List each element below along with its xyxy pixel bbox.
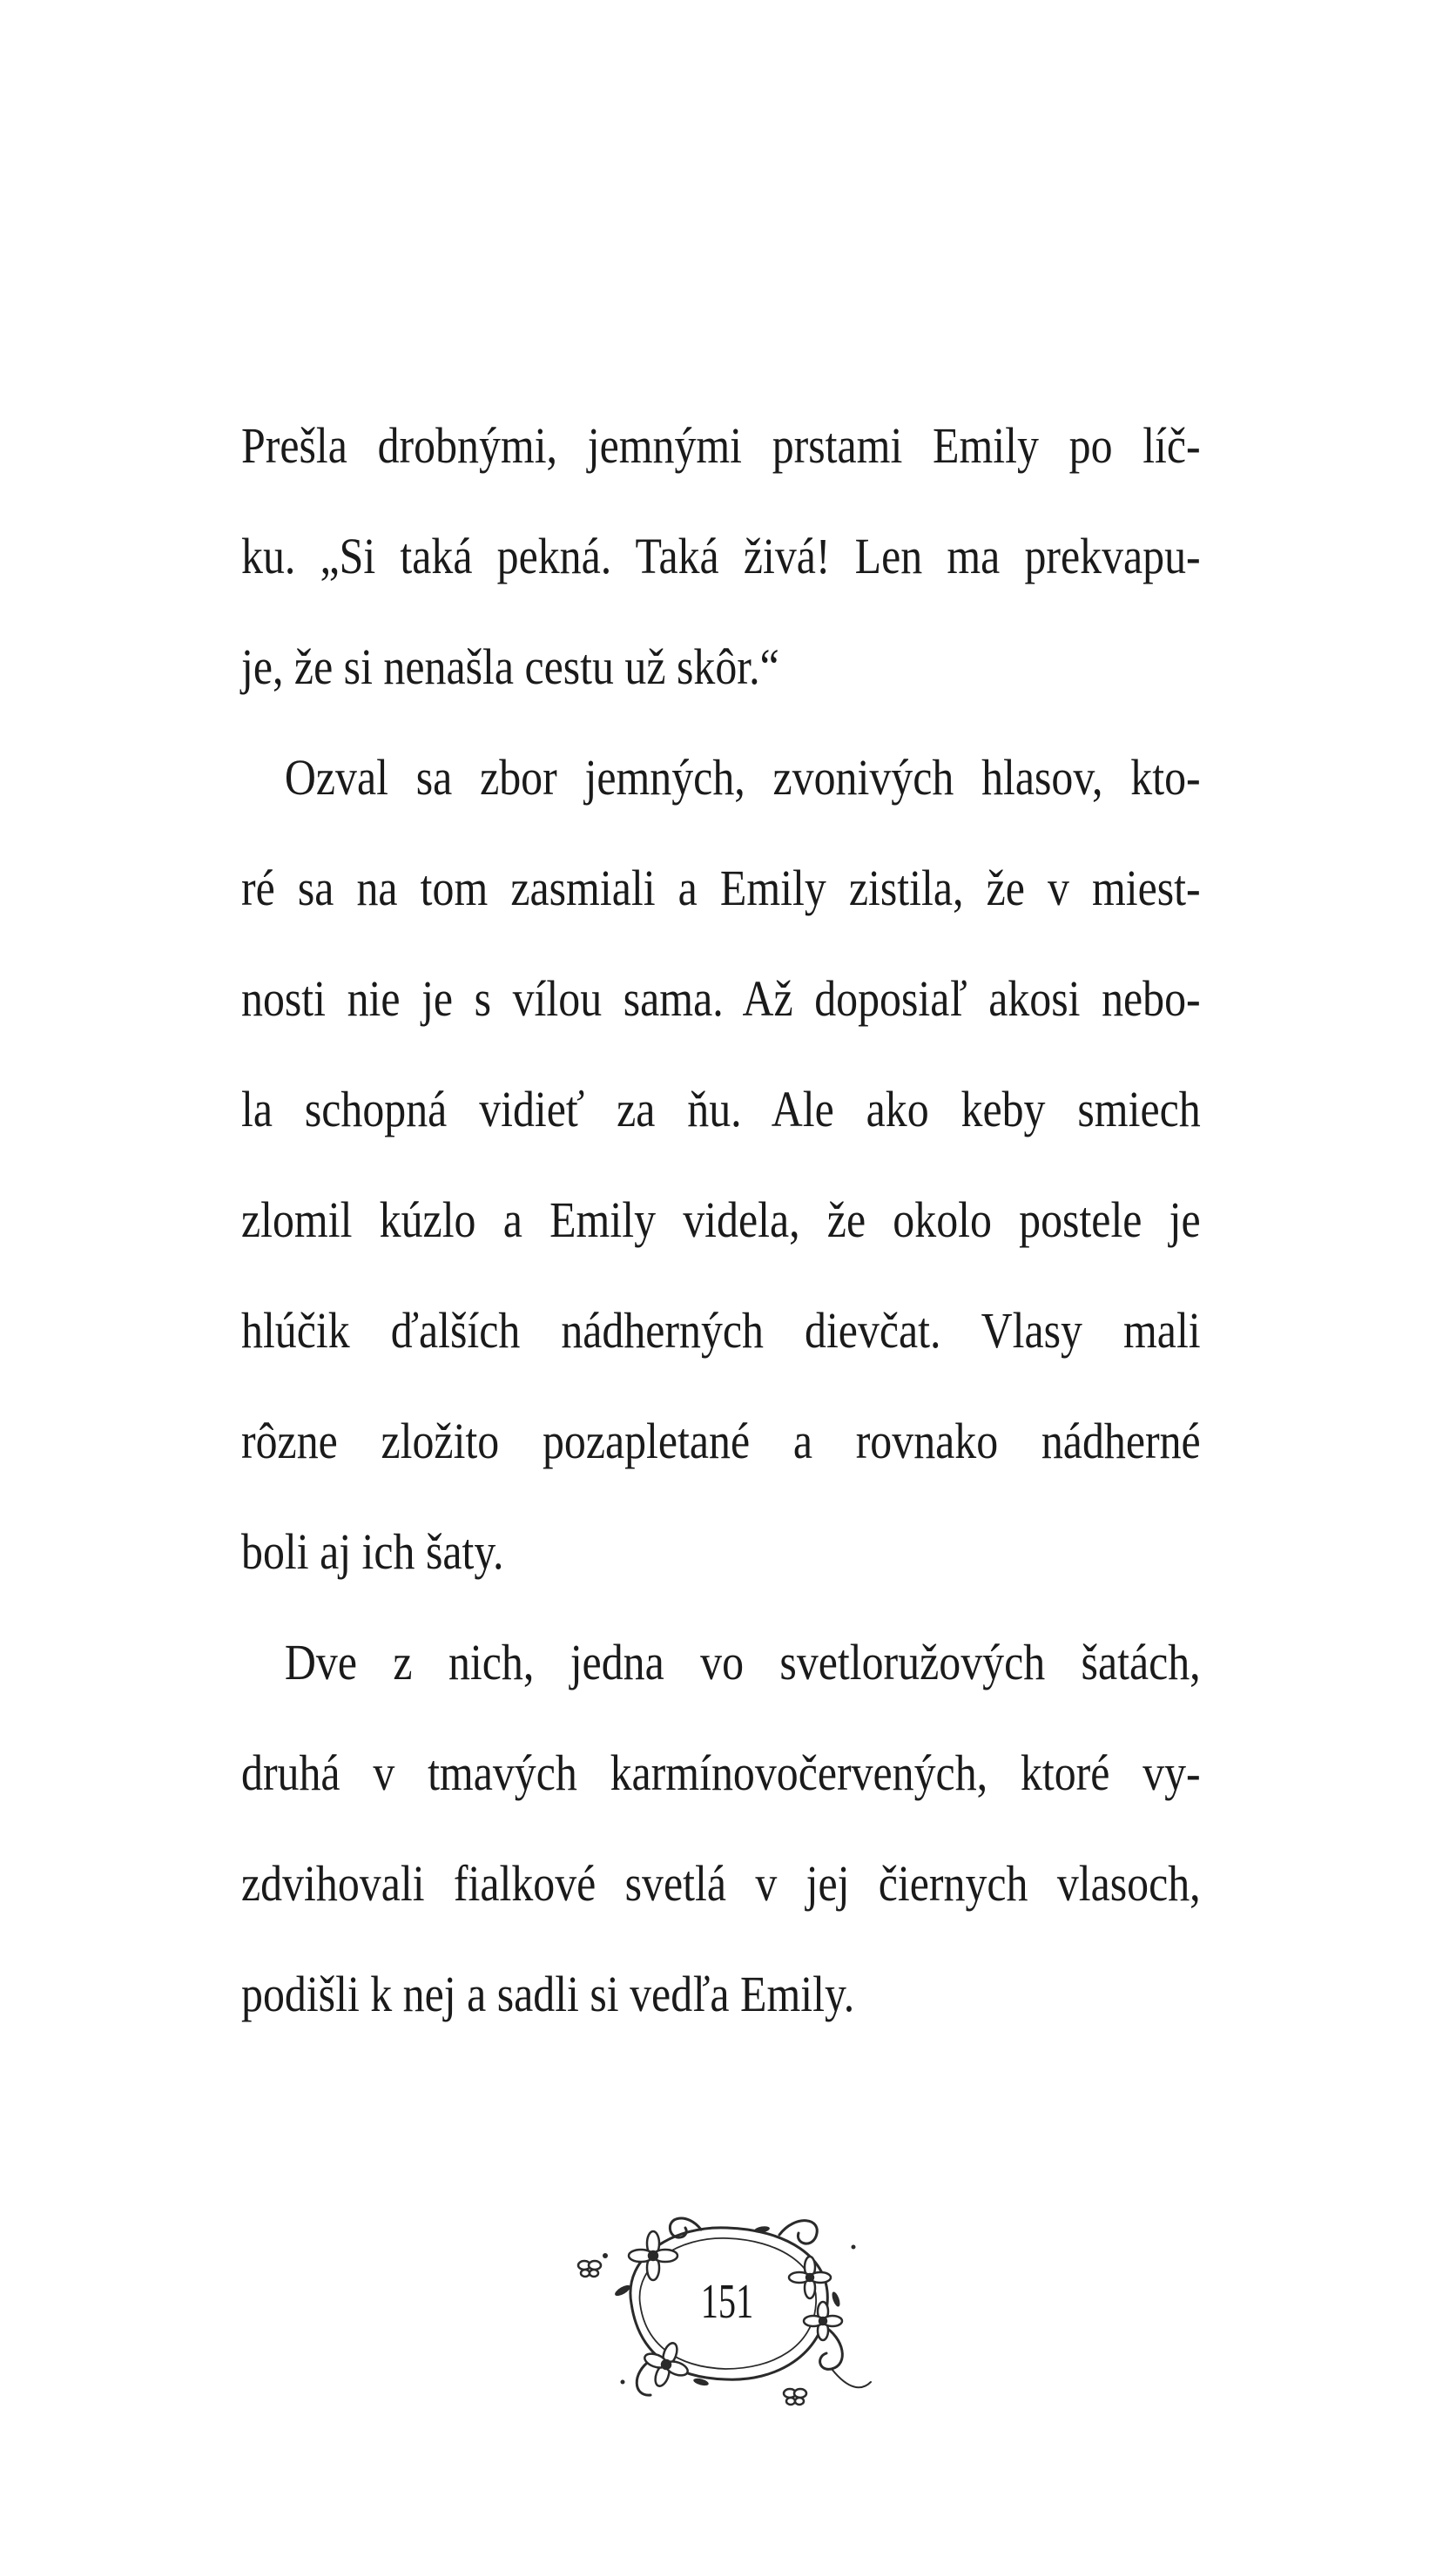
text-line: nosti nie je s vílou sama. Až doposiaľ akosi nebo- xyxy=(241,970,1201,1027)
page-number: 151 xyxy=(700,2275,754,2329)
body-text xyxy=(241,390,1201,2049)
text-line: hlúčik ďalších nádherných dievčat. Vlasy mali xyxy=(241,1302,1201,1359)
text-line: druhá v tmavých karmínovočervených, ktoré vy- xyxy=(241,1744,1201,1801)
text-line: la schopná vidieť za ňu. Ale ako keby smiech xyxy=(241,1081,1201,1137)
text-line: Ozval sa zbor jemných, zvonivých hlasov, kto- xyxy=(284,749,1201,806)
text-line: podišli k nej a sadli si vedľa Emily. xyxy=(241,1966,855,2022)
text-line: rôzne zložito pozapletané a rovnako nádherné xyxy=(241,1413,1201,1469)
text-line: Dve z nich, jedna vo svetloružových šatách, xyxy=(284,1634,1201,1690)
page-number-ornament xyxy=(570,2195,884,2412)
text-line: zdvihovali fialkové svetlá v jej čiernych vlasoch, xyxy=(241,1855,1201,1912)
text-line: je, že si nenašla cestu už skôr.“ xyxy=(241,638,779,695)
text-line: Prešla drobnými, jemnými prstami Emily po líč- xyxy=(241,417,1201,474)
text-line: boli aj ich šaty. xyxy=(241,1523,504,1580)
text-line: ku. „Si taká pekná. Taká živá! Len ma prekvapu- xyxy=(241,528,1201,584)
text-line: ré sa na tom zasmiali a Emily zistila, že v miest- xyxy=(241,860,1201,916)
text-line: zlomil kúzlo a Emily videla, že okolo postele je xyxy=(241,1191,1201,1248)
